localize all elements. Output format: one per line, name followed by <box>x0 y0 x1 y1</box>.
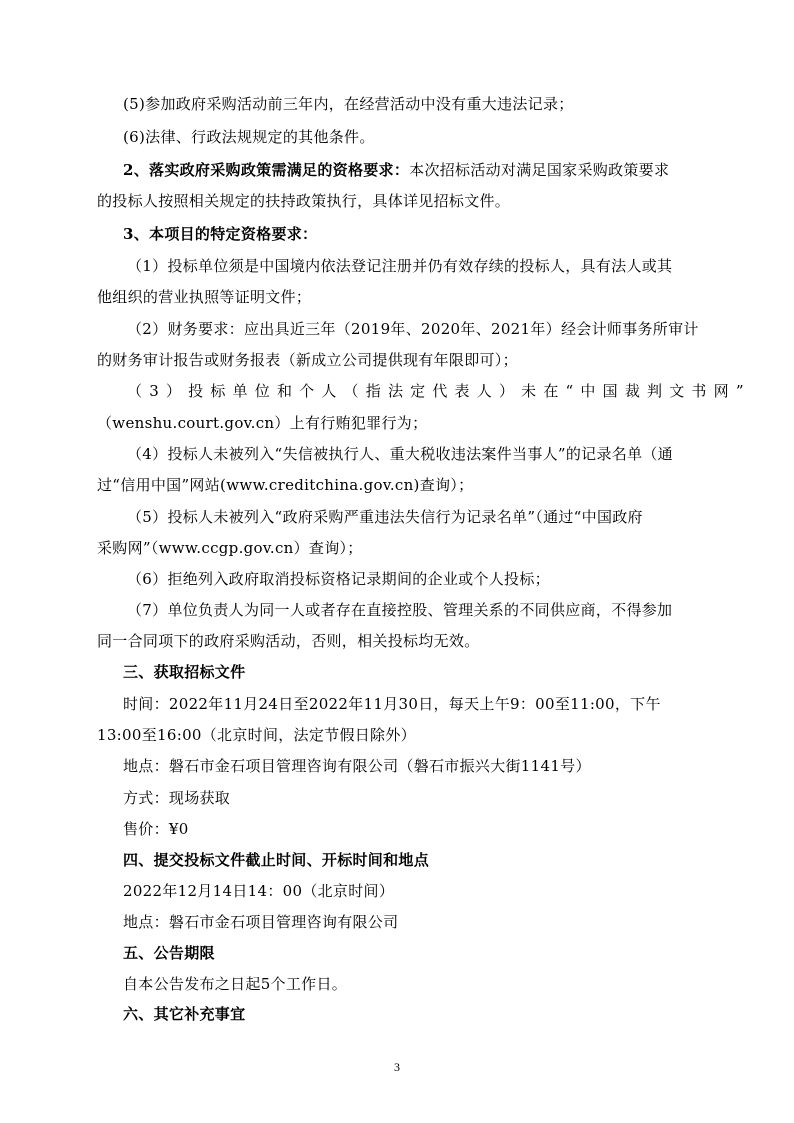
section-heading: 四、提交投标文件截止时间、开标时间和地点 <box>123 851 430 869</box>
text-line <box>0 160 794 180</box>
text-line: 同一合同项下的政府采购活动，否则，相关投标均无效。 <box>97 632 480 650</box>
text-line: （5）投标人未被列入“政府采购严重违法失信行为记录名单”（通过“中国政府 <box>127 508 643 526</box>
section-heading: 3、本项目的特定资格要求： <box>123 225 318 243</box>
text-line: （2）财务要求：应出具近三年（2019年、2020年、2021年）经会计师事务所审计 <box>127 320 699 338</box>
text-line: 过“信用中国”网站(www.creditchina.gov.cn)查询）； <box>97 476 474 494</box>
text-line: 地点：磐石市金石项目管理咨询有限公司（磐石市振兴大街1141号） <box>123 757 591 775</box>
requirement-text: 本次招标活动对满足国家采购政策要求 <box>409 161 670 179</box>
text-line: (5)参加政府采购活动前三年内，在经营活动中没有重大违法记录； <box>123 95 574 113</box>
text-line: 时间：2022年11月24日至2022年11月30日，每天上午9：00至11:00，下午 <box>123 695 661 713</box>
section-heading: 六、其它补充事宜 <box>123 1005 246 1023</box>
text-line: 采购网”（www.ccgp.gov.cn）查询）； <box>97 539 363 557</box>
requirement-heading: 2、落实政府采购政策需满足的资格要求： <box>123 161 410 179</box>
text-line: 售价：¥0 <box>123 820 189 838</box>
page-number: 3 <box>394 1060 400 1074</box>
text-line: 的投标人按照相关规定的扶持政策执行，具体详见招标文件。 <box>97 192 511 210</box>
text-line: 地点：磐石市金石项目管理咨询有限公司 <box>123 913 399 931</box>
text-line: （6）拒绝列入政府取消投标资格记录期间的企业或个人投标； <box>127 570 550 588</box>
section-heading: 五、公告期限 <box>123 944 215 962</box>
text-line: （4）投标人未被列入“失信被执行人、重大税收违法案件当事人”的记录名单（通 <box>127 445 673 463</box>
section-heading: 三、获取招标文件 <box>123 663 246 681</box>
text-line: 他组织的营业执照等证明文件； <box>97 288 312 306</box>
text-line: 2022年12月14日14：00（北京时间） <box>123 882 395 900</box>
text-line: （1）投标单位须是中国境内依法登记注册并仍有效存续的投标人，具有法人或其 <box>127 257 673 275</box>
text-line: (6)法律、行政法规规定的其他条件。 <box>123 128 375 146</box>
text-line: （3）投标单位和个人（指法定代表人）未在“中国裁判文书网” <box>127 382 751 400</box>
text-line: 13:00至16:00（北京时间，法定节假日除外） <box>97 726 416 744</box>
text-line: 自本公告发布之日起5个工作日。 <box>123 975 348 993</box>
text-line: 的财务审计报告或财务报表（新成立公司提供现有年限即可）； <box>97 351 518 369</box>
text-line: （wenshu.court.gov.cn）上有行贿犯罪行为； <box>97 414 428 432</box>
text-line: （7）单位负责人为同一人或者存在直接控股、管理关系的不同供应商，不得参加 <box>127 601 673 619</box>
text-line: 方式：现场获取 <box>123 789 231 807</box>
